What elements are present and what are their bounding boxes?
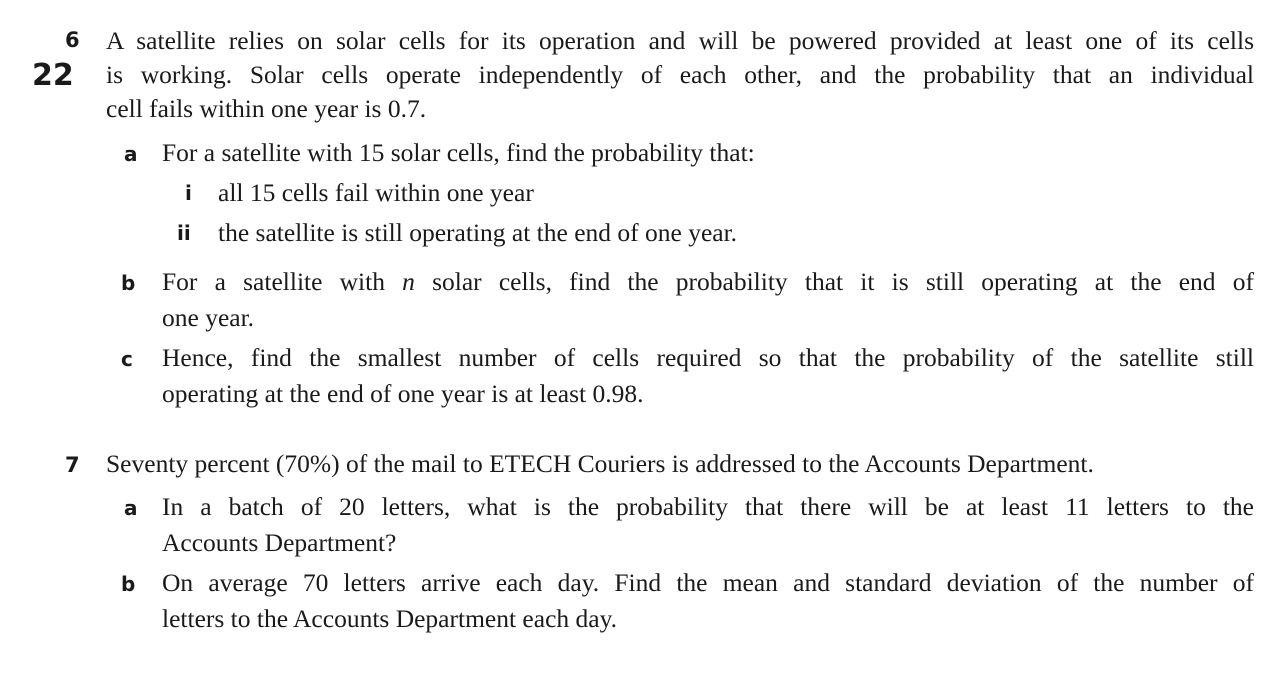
part-6c-line-2: operating at the end of one year is at least 0.98. bbox=[162, 379, 644, 408]
part-7b-line-2: letters to the Accounts Department each day. bbox=[162, 604, 618, 633]
question-6-reference: 22 bbox=[32, 58, 74, 93]
part-6a-i-label: i bbox=[185, 181, 192, 205]
part-7b-label: b bbox=[121, 572, 136, 596]
part-7a-line-1: In a batch of 20 letters, what is the probability that there will be at least 11 letters to the bbox=[162, 492, 1254, 521]
part-6b-label: b bbox=[121, 271, 136, 295]
part-6a-ii-text: the satellite is still operating at the end of one year. bbox=[218, 218, 738, 247]
part-6a-text: For a satellite with 15 solar cells, find the probability that: bbox=[162, 138, 755, 167]
part-6a-label: a bbox=[124, 142, 138, 166]
part-7b-line-1: On average 70 letters arrive each day. Find the mean and standard deviation of the number of bbox=[162, 568, 1254, 597]
question-7-intro: Seventy percent (70%) of the mail to ETECH Couriers is addressed to the Accounts Department. bbox=[106, 449, 1094, 478]
part-6c-line-1: Hence, find the smallest number of cells required so that the probability of the satellite still bbox=[162, 343, 1254, 372]
question-6-number: 6 bbox=[65, 28, 80, 52]
part-6b-text-pre: For a satellite with bbox=[162, 267, 403, 296]
part-7a-label: a bbox=[124, 496, 138, 520]
question-7-number: 7 bbox=[65, 453, 80, 477]
part-6b-line-1 bbox=[162, 269, 1254, 295]
question-6-intro-line-3: cell fails within one year is 0.7. bbox=[106, 94, 427, 123]
part-6b-line-2: one year. bbox=[162, 303, 255, 332]
part-7a-line-2: Accounts Department? bbox=[162, 528, 397, 557]
question-6-intro-line-2: is working. Solar cells operate independently of each other, and the probability that an individual bbox=[106, 60, 1254, 89]
part-6a-i-text: all 15 cells fail within one year bbox=[218, 178, 534, 207]
question-6-intro-line-1: A satellite relies on solar cells for its operation and will be powered provided at least one of its cells bbox=[106, 26, 1254, 55]
part-6b-variable-n: n bbox=[402, 267, 415, 296]
part-6b-text-post: solar cells, find the probability that it is still operating at the end of bbox=[414, 267, 1254, 296]
part-6a-ii-label: ii bbox=[177, 221, 191, 245]
part-6c-label: c bbox=[121, 347, 133, 371]
